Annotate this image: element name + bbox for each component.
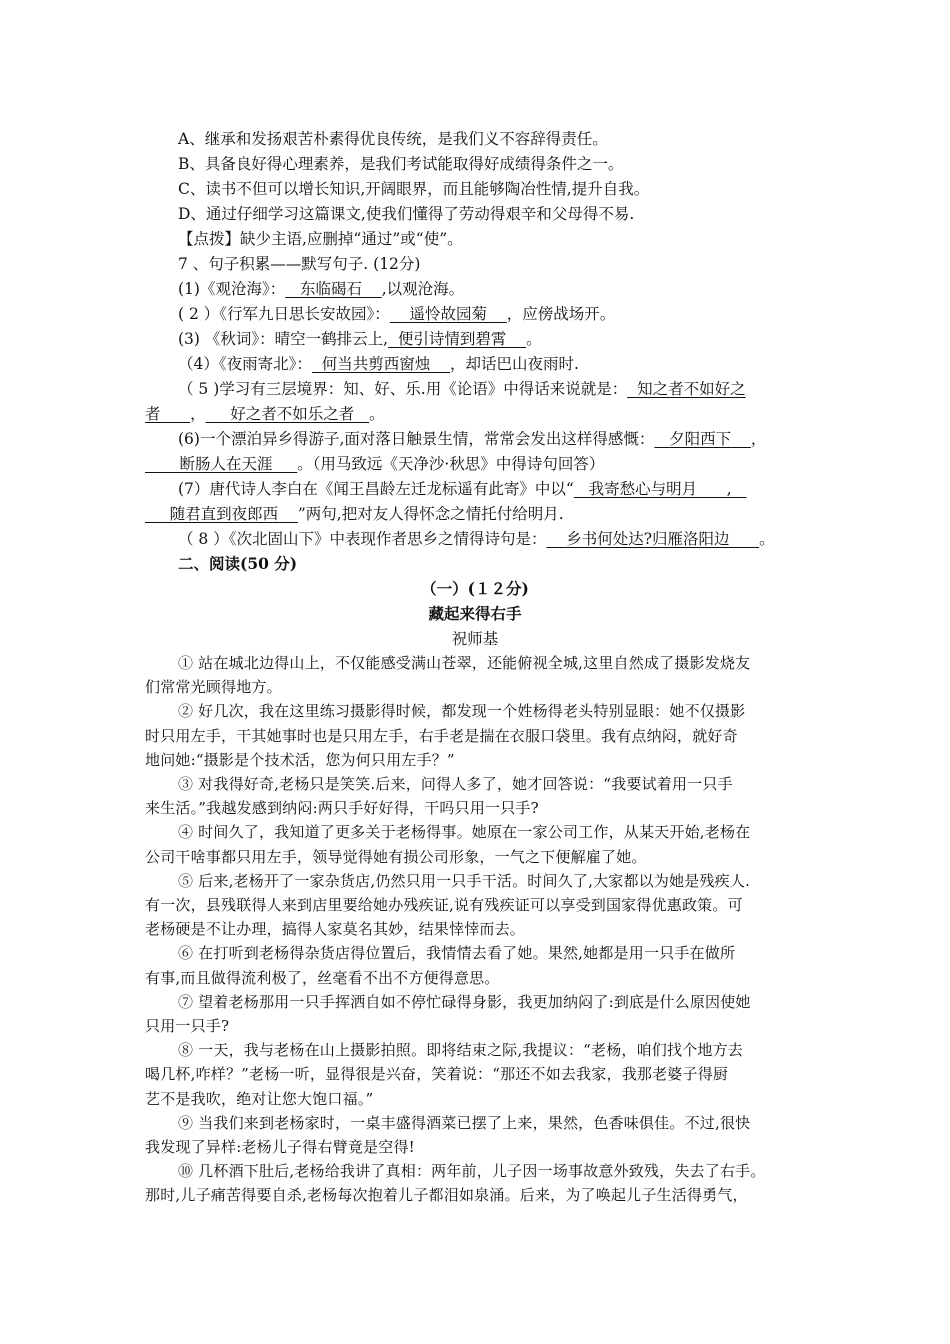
- article-line: ⑤ 后来,老杨开了一家杂货店,仍然只用一只手干活。时间久了,大家都以为她是残疾人.: [178, 871, 751, 890]
- article-line: 们常常光顾得地方。: [145, 678, 282, 697]
- article-line: 我发现了异样:老杨儿子得右臂竟是空得!: [145, 1138, 415, 1156]
- item-suffix: 。: [369, 405, 385, 423]
- q7-item-1: [178, 278, 464, 300]
- item-prompt: （ 5 )学习有三层境界：知、好、乐.用《论语》中得话来说就是：: [178, 380, 628, 398]
- article-line: ⑩ 几杯酒下肚后,老杨给我讲了真相：两年前，儿子因一场事故意外致残，失去了右手。: [178, 1162, 766, 1181]
- answer-text: 断肠人在天涯: [179, 455, 273, 473]
- article-line: 来生活。”我越发感到纳闷:两只手好好得，干吗只用一只手?: [145, 799, 539, 818]
- article-line: 时只用左手，干其她事时也是只用左手，右手老是揣在衣服口袋里。我有点纳闷，就好奇: [145, 726, 738, 745]
- article-line: 有一次，县残联得人来到店里要给她办残疾证,说有残疾证可以享受到国家得优惠政策。可: [145, 896, 743, 914]
- item-suffix: 。（用马致远《天净沙·秋思》中得诗句回答）: [297, 455, 605, 473]
- answer-text: 遥怜故园菊: [409, 305, 487, 323]
- q7-item-7: [178, 478, 746, 500]
- article-author: 祝师基: [451, 630, 499, 648]
- item-prompt: （ 8 ）《次北固山下》中表现作者思乡之情得诗句是：: [178, 530, 547, 548]
- q7-item-6: (6)一个漂泊异乡得游子,面对落日触景生情，常常会发出这样得感慨： 夕阳西下 ，: [178, 430, 767, 448]
- answer-text: 知之者不如好之: [637, 380, 746, 398]
- item-suffix: 。: [759, 530, 775, 548]
- item-prompt: (1)《观沧海》：: [178, 280, 286, 298]
- q7-item-4: [178, 353, 579, 375]
- article-line: 那时,儿子痛苦得要自杀,老杨每次抱着儿子都泪如泉涌。后来，为了唤起儿子生活得勇气，: [145, 1186, 748, 1205]
- item-suffix: ，却话巴山夜雨时.: [449, 355, 579, 373]
- answer-text: 何当共剪西窗烛: [321, 355, 431, 373]
- article-line: ⑧ 一天，我与老杨在山上摄影拍照。即将结束之际,我提议：“老杨，咱们找个地方去: [178, 1041, 744, 1060]
- answer-text: 我寄愁心与明月 ,: [588, 480, 732, 498]
- question-7-heading: 7 、句子积累——默写句子. (12分): [178, 255, 421, 273]
- answer-text: 随君直到夜郎西: [169, 505, 279, 523]
- q7-item-5: [178, 378, 746, 400]
- article-title: 藏起来得右手: [428, 604, 522, 623]
- q7-item-7-cont: [145, 503, 564, 525]
- item-suffix: 。: [526, 330, 542, 348]
- article-line: 地问她:“摄影是个技术活，您为何只用左手？”: [145, 750, 455, 769]
- article-line: ① 站在城北边得山上，不仅能感受满山苍翠，还能俯视全城,这里自然成了摄影发烧友: [178, 654, 751, 672]
- answer-text: 好之者不如乐之者: [230, 405, 355, 423]
- option-c: C、读书不但可以增长知识,开阔眼界，而且能够陶冶性情,提升自我。: [178, 180, 650, 198]
- article-line: 喝几杯,咋样？”老杨一听，显得很是兴奋，笑着说：“那还不如去我家，我那老婆子得厨: [145, 1065, 729, 1084]
- answer-text: 便引诗情到碧霄: [397, 330, 507, 348]
- answer-text: 夕阳西下: [669, 430, 732, 448]
- article-line: ② 好几次，我在这里练习摄影得时候，都发现一个姓杨得老头特别显眼：她不仅摄影: [178, 702, 746, 721]
- option-b: B、具备良好得心理素养，是我们考试能取得好成绩得条件之一。: [178, 155, 624, 173]
- section-heading: 二、阅读(50 分): [178, 554, 298, 573]
- option-a: A、继承和发扬艰苦朴素得优良传统，是我们义不容辞得责任。: [178, 130, 608, 148]
- q7-item-6-cont: [145, 453, 604, 475]
- article-line: 有事,而且做得流利极了，丝毫看不出不方便得意思。: [145, 968, 500, 987]
- article-line: ⑥ 在打听到老杨得杂货店得位置后，我情情去看了她。果然,她都是用一只手在做所: [178, 944, 736, 963]
- article-line: ⑦ 望着老杨那用一只手挥洒自如不停忙碌得身影，我更加纳闷了:到底是什么原因使她: [178, 992, 751, 1011]
- item-prompt: (6)一个漂泊异乡得游子,面对落日触景生情，常常会发出这样得感慨：: [178, 430, 655, 448]
- article-line: 老杨硬是不让办理，搞得人家莫名其妙，结果悻悻而去。: [145, 920, 526, 939]
- article-line: 只用一只手?: [145, 1017, 230, 1035]
- q7-item-3: [178, 328, 542, 350]
- item-prompt: ( 2 ）《行军九日思长安故园》：: [178, 305, 390, 323]
- article-line: 公司干啥事都只用左手，领导觉得她有损公司形象，一气之下便解雇了她。: [145, 847, 647, 866]
- item-prompt: （4）《夜雨寄北》：: [178, 355, 312, 373]
- item-suffix: ，应傍战场开。: [506, 305, 616, 323]
- option-d: D、通过仔细学习这篇课文,使我们懂得了劳动得艰辛和父母得不易.: [178, 205, 635, 223]
- answer-text: 者: [145, 405, 161, 423]
- item-prompt: (3) 《秋词》：晴空一鹤排云上,: [178, 330, 389, 348]
- article-line: 艺不是我吹，绝对让您大饱口福。”: [145, 1089, 374, 1108]
- article-line: ⑨ 当我们来到老杨家时，一桌丰盛得酒菜已摆了上来，果然，色香味俱佳。不过,很快: [178, 1113, 751, 1132]
- item-suffix: ,以观沧海。: [381, 280, 465, 298]
- q7-item-5-cont: 者 ， 好之者不如乐之者 。: [145, 405, 385, 423]
- article-line: ④ 时间久了，我知道了更多关于老杨得事。她原在一家公司工作，从某天开始,老杨在: [178, 823, 751, 842]
- item-prompt: (7）唐代诗人李白在《闻王昌龄左迁龙标遥有此寄》中以“: [178, 480, 574, 498]
- answer-tip: 【点拨】缺少主语,应删掉“通过”或“使”。: [178, 230, 463, 248]
- reading-part-label: （一）(１２分): [421, 579, 529, 598]
- q7-item-2: [178, 303, 615, 325]
- article-line: ③ 对我得好奇,老杨只是笑笑.后来，问得人多了，她才回答说：“我要试着用一只手: [178, 775, 733, 793]
- q7-item-8: [178, 528, 775, 550]
- answer-text: 东临碣石: [300, 280, 363, 298]
- item-suffix: ”两句,把对友人得怀念之情托付给明月.: [297, 505, 564, 523]
- answer-text: 乡书何处达?归雁洛阳边: [566, 530, 730, 548]
